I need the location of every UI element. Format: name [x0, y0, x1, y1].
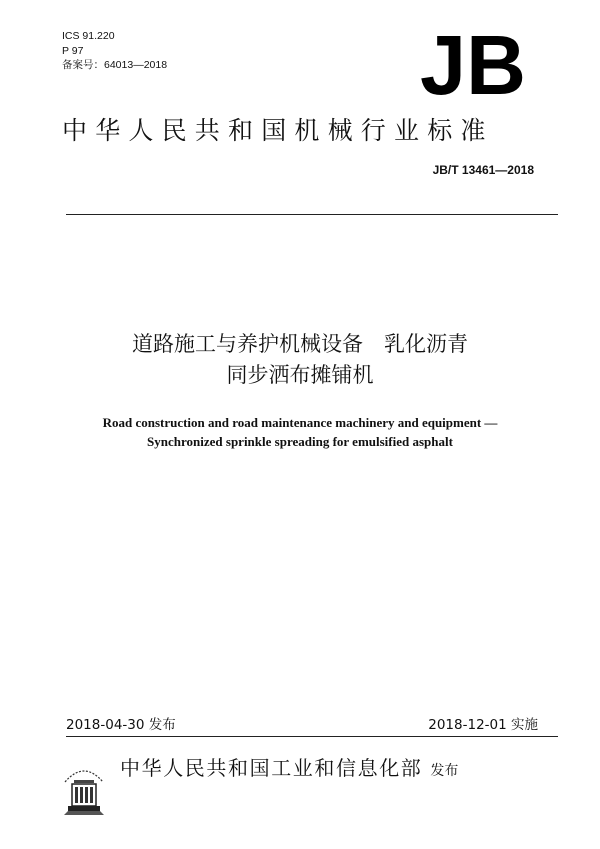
- standard-number: JB/T 13461—2018: [432, 163, 534, 177]
- bottom-divider: [66, 736, 558, 737]
- jb-logo-text: JB: [420, 30, 526, 98]
- ccs-code: P 97: [62, 44, 84, 57]
- issue-date: 2018-04-30 发布: [66, 717, 176, 733]
- issuing-body-suffix: 发布: [430, 763, 459, 779]
- jb-logo: [418, 30, 528, 98]
- chinese-title-line-1: 道路施工与养护机械设备 乳化沥青: [132, 332, 468, 356]
- ministry-emblem-icon: [60, 758, 108, 816]
- top-divider: [66, 214, 558, 215]
- ics-code: ICS 91.220: [62, 30, 115, 42]
- issuing-body-name: 中华人民共和国工业和信息化部: [120, 756, 423, 780]
- chinese-title: [0, 329, 600, 391]
- english-title: [0, 413, 600, 451]
- classification-block: [62, 29, 167, 73]
- english-title-line-2: Synchronized sprinkle spreading for emulsified asphalt: [147, 434, 453, 449]
- english-title-line-1: Road construction and road maintenance machinery and equipment —: [102, 415, 498, 430]
- issuing-body: [120, 752, 458, 781]
- implementation-date: 2018-12-01 实施: [428, 717, 538, 733]
- issuer-title: 中华人民共和国机械行业标准: [62, 116, 494, 145]
- record-number: 备案号：64013—2018: [62, 59, 168, 71]
- chinese-title-line-2: 同步洒布摊铺机: [226, 363, 374, 387]
